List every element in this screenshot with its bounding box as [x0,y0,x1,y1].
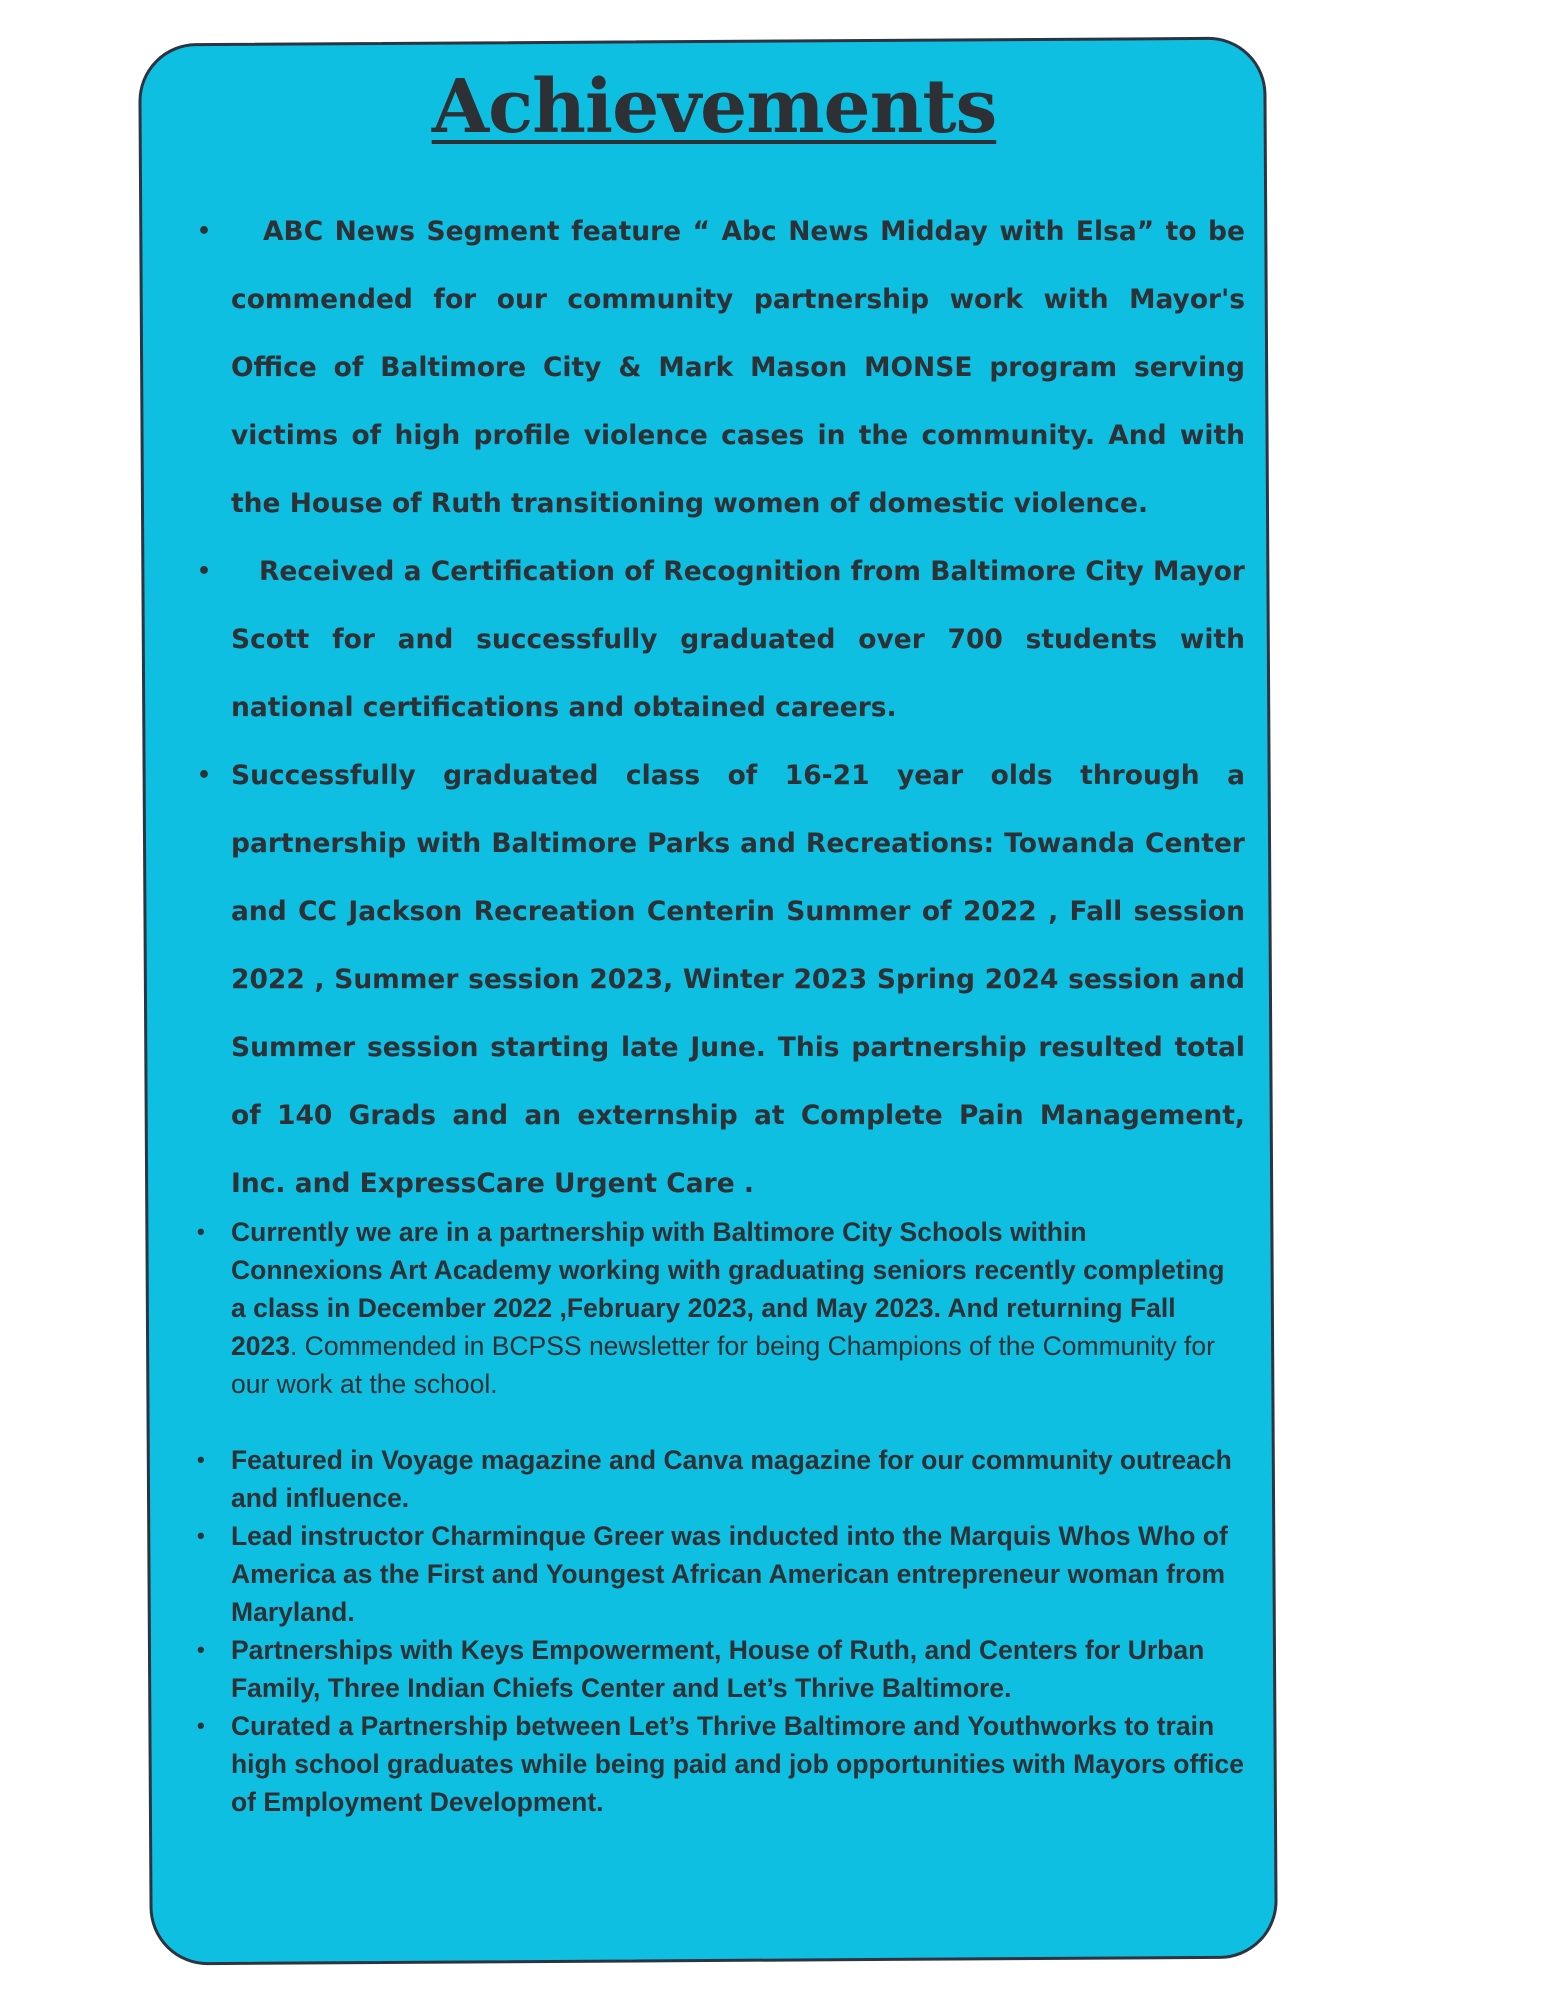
list-item-text: Lead instructor Charminque Greer was inducted into the Marquis Whos Who of America as the First and Youngest African American entrepreneur woman from Maryland. [231,1521,1228,1627]
list-item [197,1441,1245,1517]
achievements-list-secondary [197,1213,1245,1821]
list-item [197,1707,1245,1821]
bullet-icon: • [197,559,212,584]
achievements-list-primary [197,198,1245,1218]
list-item [197,1213,1245,1403]
list-item [197,1631,1245,1707]
list-item-text: Featured in Voyage magazine and Canva magazine for our community outreach and influence. [231,1445,1232,1513]
bullet-icon: • [197,763,212,788]
list-item-text-bold: Currently we are in a partnership with Baltimore City Schools within Connexions Art Academy working with graduating seniors recently completing a class in December 2022 ,February 2023, and May 2023. And returning Fall 2023 [231,1217,1225,1361]
bullet-icon: • [197,1637,205,1662]
list-item [197,538,1245,742]
list-item-text: ABC News Segment feature “ Abc News Midday with Elsa” to be commended for our community partnership work with Mayor's Office of Baltimore City & Mark Mason MONSE program serving victims of high profile violence cases in the community. And with the House of Ruth transitioning women of domestic violence. [231,216,1245,519]
bullet-icon: • [197,219,212,244]
list-spacer [231,1403,1245,1441]
page-title: Achievements [431,64,997,150]
list-item [197,1517,1245,1631]
list-item-text: Partnerships with Keys Empowerment, House of Ruth, and Centers for Urban Family, Three Indian Chiefs Center and Let’s Thrive Baltimore. [231,1635,1205,1703]
bullet-icon: • [197,1219,205,1244]
bullet-icon: • [197,1447,205,1472]
list-item-text: Received a Certification of Recognition from Baltimore City Mayor Scott for and successfully graduated over 700 students with national certifications and obtained careers. [231,556,1245,723]
list-item-text: Successfully graduated class of 16-21 year olds through a partnership with Baltimore Parks and Recreations: Towanda Center and CC Jackson Recreation Centerin Summer of 2022 , Fall session 2022 , Summer session 2023, Winter 2023 Spring 2024 session and Summer session starting late June. This partnership resulted total of 140 Grads and an externship at Complete Pain Management, Inc. and ExpressCare Urgent Care . [231,760,1245,1199]
list-item [197,742,1245,1218]
bullet-icon: • [197,1523,205,1548]
bullet-icon: • [197,1713,205,1738]
list-item-text-plain: . Commended in BCPSS newsletter for being Champions of the Community for our work at the school. [231,1331,1215,1399]
list-item [197,198,1245,538]
list-item-text: Curated a Partnership between Let’s Thrive Baltimore and Youthworks to train high school graduates while being paid and job opportunities with Mayors office of Employment Development. [231,1711,1244,1817]
